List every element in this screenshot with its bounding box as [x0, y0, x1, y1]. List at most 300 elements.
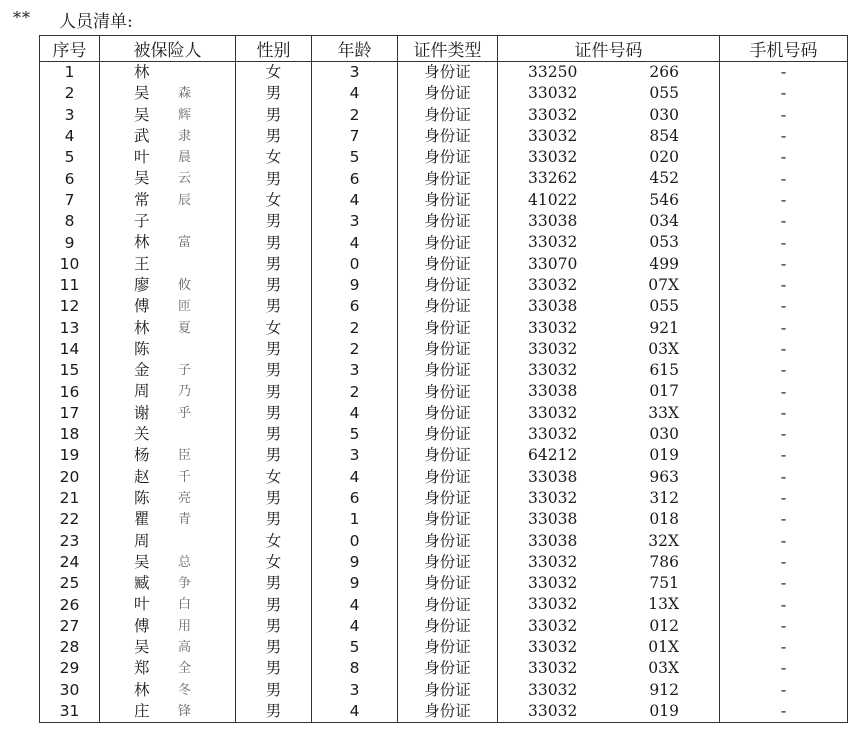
- phone-cell: -: [720, 616, 848, 637]
- row-no: 18: [40, 424, 100, 445]
- table-row: [40, 168, 848, 189]
- row-no: 13: [40, 318, 100, 339]
- insured-name-part: 庄: [134, 701, 150, 720]
- table-row: [40, 467, 848, 488]
- row-no: 2: [40, 83, 100, 104]
- gender-cell: 男: [236, 424, 312, 445]
- row-no: 11: [40, 275, 100, 296]
- insured-name-part: 周: [134, 382, 150, 401]
- id-number-cell: [498, 83, 720, 104]
- insured-name: [100, 488, 236, 509]
- id-number-cell: [498, 232, 720, 253]
- age-cell: 4: [312, 467, 398, 488]
- id-number-cell: [498, 190, 720, 211]
- id-number-suffix: 13X: [648, 595, 679, 614]
- insured-name-part-obscured: 子: [178, 363, 192, 379]
- row-no: 27: [40, 616, 100, 637]
- insured-name-part-obscured: 冬: [178, 682, 192, 698]
- id-number-suffix: 07X: [648, 275, 679, 294]
- id-type-cell: 身份证: [398, 254, 498, 275]
- insured-name: [100, 168, 236, 189]
- insured-name-part: 林: [134, 318, 150, 337]
- insured-name-part: 关: [134, 425, 150, 444]
- column-header-no: 序号: [40, 36, 100, 62]
- age-cell: 3: [312, 360, 398, 381]
- insured-name-part-obscured: 亮: [178, 490, 192, 506]
- gender-cell: 男: [236, 445, 312, 466]
- gender-cell: 女: [236, 552, 312, 573]
- table-body: [40, 62, 848, 723]
- id-number-cell: [498, 275, 720, 296]
- insured-name-part-obscured: 青: [178, 512, 192, 528]
- phone-cell: -: [720, 658, 848, 679]
- insured-name-part: 吴: [134, 105, 150, 124]
- row-no: 24: [40, 552, 100, 573]
- table-row: [40, 275, 848, 296]
- insured-name: [100, 318, 236, 339]
- id-number-prefix: 33032: [528, 595, 578, 614]
- column-header-id-number: 证件号码: [498, 36, 720, 62]
- table-row: [40, 232, 848, 253]
- phone-cell: -: [720, 83, 848, 104]
- id-type-cell: 身份证: [398, 62, 498, 84]
- id-number-suffix: 33X: [648, 403, 679, 422]
- id-type-cell: 身份证: [398, 531, 498, 552]
- age-cell: 9: [312, 275, 398, 296]
- id-type-cell: 身份证: [398, 637, 498, 658]
- id-type-cell: 身份证: [398, 168, 498, 189]
- id-type-cell: 身份证: [398, 318, 498, 339]
- insured-name: [100, 147, 236, 168]
- id-number-prefix: 33262: [528, 169, 578, 188]
- insured-name-part-obscured: 高: [178, 640, 192, 656]
- phone-cell: -: [720, 445, 848, 466]
- id-number-prefix: 41022: [528, 190, 578, 209]
- table-row: [40, 616, 848, 637]
- insured-name-part: 武: [134, 126, 150, 145]
- row-no: 1: [40, 62, 100, 84]
- insured-name-part-obscured: 乎: [178, 405, 192, 421]
- table-row: [40, 211, 848, 232]
- phone-cell: -: [720, 211, 848, 232]
- table-row: [40, 254, 848, 275]
- age-cell: 1: [312, 509, 398, 530]
- id-number-cell: [498, 573, 720, 594]
- id-type-cell: 身份证: [398, 424, 498, 445]
- phone-cell: -: [720, 573, 848, 594]
- id-type-cell: 身份证: [398, 616, 498, 637]
- id-number-suffix: 055: [649, 84, 679, 103]
- id-number-prefix: 33038: [528, 531, 578, 550]
- gender-cell: 男: [236, 211, 312, 232]
- gender-cell: 男: [236, 105, 312, 126]
- row-no: 23: [40, 531, 100, 552]
- id-type-cell: 身份证: [398, 488, 498, 509]
- insured-name-part-obscured: 辰: [178, 192, 192, 208]
- id-number-suffix: 03X: [648, 339, 679, 358]
- insured-name: [100, 509, 236, 530]
- row-no: 15: [40, 360, 100, 381]
- id-number-prefix: 33032: [528, 425, 578, 444]
- age-cell: 2: [312, 339, 398, 360]
- id-type-cell: 身份证: [398, 467, 498, 488]
- insured-name-part-obscured: 锋: [178, 703, 192, 719]
- insured-name-part-obscured: 晨: [178, 150, 192, 166]
- id-number-prefix: 33032: [528, 275, 578, 294]
- insured-name: [100, 211, 236, 232]
- id-number-cell: [498, 126, 720, 147]
- id-number-prefix: 33038: [528, 510, 578, 529]
- id-number-cell: [498, 594, 720, 615]
- id-number-cell: [498, 701, 720, 723]
- insured-name-part-obscured: 用: [178, 618, 192, 634]
- insured-name: [100, 62, 236, 84]
- id-type-cell: 身份证: [398, 552, 498, 573]
- table-row: [40, 594, 848, 615]
- id-number-suffix: 034: [649, 212, 679, 231]
- id-number-cell: [498, 211, 720, 232]
- insured-name-part: 臧: [134, 574, 150, 593]
- id-type-cell: 身份证: [398, 701, 498, 723]
- id-type-cell: 身份证: [398, 147, 498, 168]
- id-type-cell: 身份证: [398, 105, 498, 126]
- gender-cell: 女: [236, 62, 312, 84]
- column-header-id-type: 证件类型: [398, 36, 498, 62]
- id-type-cell: 身份证: [398, 360, 498, 381]
- age-cell: 6: [312, 296, 398, 317]
- insured-name-part: 陈: [134, 488, 150, 507]
- table-row: [40, 360, 848, 381]
- id-type-cell: 身份证: [398, 190, 498, 211]
- insured-name-part: 吴: [134, 84, 150, 103]
- insured-name-part: 郑: [134, 659, 150, 678]
- table-row: [40, 445, 848, 466]
- row-no: 8: [40, 211, 100, 232]
- id-number-suffix: 01X: [648, 638, 679, 657]
- table-header-row: [40, 36, 848, 62]
- age-cell: 6: [312, 488, 398, 509]
- insured-name-part-obscured: 全: [178, 661, 192, 677]
- id-number-suffix: 786: [649, 552, 679, 571]
- table-row: [40, 658, 848, 679]
- id-number-prefix: 64212: [528, 446, 578, 465]
- id-type-cell: 身份证: [398, 126, 498, 147]
- insured-name: [100, 83, 236, 104]
- table-row: [40, 83, 848, 104]
- column-header-insured: 被保险人: [100, 36, 236, 62]
- insured-name: [100, 701, 236, 723]
- gender-cell: 男: [236, 296, 312, 317]
- age-cell: 3: [312, 680, 398, 701]
- row-no: 30: [40, 680, 100, 701]
- id-number-prefix: 33032: [528, 339, 578, 358]
- insured-name: [100, 573, 236, 594]
- id-number-cell: [498, 637, 720, 658]
- id-number-cell: [498, 105, 720, 126]
- age-cell: 3: [312, 62, 398, 84]
- insured-name: [100, 467, 236, 488]
- phone-cell: -: [720, 424, 848, 445]
- id-number-suffix: 452: [649, 169, 679, 188]
- phone-cell: -: [720, 637, 848, 658]
- gender-cell: 男: [236, 573, 312, 594]
- gender-cell: 男: [236, 637, 312, 658]
- gender-cell: 男: [236, 594, 312, 615]
- table-row: [40, 552, 848, 573]
- phone-cell: -: [720, 190, 848, 211]
- insured-name-part: 王: [134, 254, 150, 273]
- id-type-cell: 身份证: [398, 445, 498, 466]
- insured-name: [100, 381, 236, 402]
- insured-name-part: 杨: [134, 446, 150, 465]
- id-number-suffix: 32X: [648, 531, 679, 550]
- gender-cell: 男: [236, 403, 312, 424]
- gender-cell: 男: [236, 168, 312, 189]
- id-number-prefix: 33250: [528, 63, 578, 81]
- age-cell: 6: [312, 168, 398, 189]
- table-row: [40, 509, 848, 530]
- id-number-cell: [498, 488, 720, 509]
- id-number-cell: [498, 168, 720, 189]
- id-number-suffix: 921: [649, 318, 679, 337]
- insured-name-part-obscured: 匝: [178, 299, 192, 315]
- insured-name-part-obscured: 臣: [178, 448, 192, 464]
- table-row: [40, 573, 848, 594]
- gender-cell: 女: [236, 190, 312, 211]
- phone-cell: -: [720, 680, 848, 701]
- insured-name-part-obscured: 千: [178, 469, 192, 485]
- table-row: [40, 105, 848, 126]
- gender-cell: 女: [236, 147, 312, 168]
- insured-name-part-obscured: 隶: [178, 128, 192, 144]
- id-number-suffix: 020: [649, 148, 679, 167]
- id-number-cell: [498, 680, 720, 701]
- age-cell: 3: [312, 445, 398, 466]
- insured-name: [100, 126, 236, 147]
- id-number-cell: [498, 296, 720, 317]
- table-row: [40, 126, 848, 147]
- age-cell: 2: [312, 318, 398, 339]
- row-no: 14: [40, 339, 100, 360]
- id-number-cell: [498, 339, 720, 360]
- id-number-suffix: 963: [649, 467, 679, 486]
- insured-name-part-obscured: 攸: [178, 277, 192, 293]
- gender-cell: 男: [236, 509, 312, 530]
- id-number-cell: [498, 509, 720, 530]
- row-no: 16: [40, 381, 100, 402]
- insured-name-part-obscured: 辉: [178, 107, 192, 123]
- id-number-suffix: 018: [649, 510, 679, 529]
- insured-name: [100, 296, 236, 317]
- id-number-cell: [498, 381, 720, 402]
- id-number-suffix: 312: [649, 488, 679, 507]
- id-number-cell: [498, 552, 720, 573]
- id-number-prefix: 33032: [528, 403, 578, 422]
- id-number-cell: [498, 62, 720, 84]
- age-cell: 8: [312, 658, 398, 679]
- insured-name-part: 廖: [134, 275, 150, 294]
- id-type-cell: 身份证: [398, 296, 498, 317]
- id-number-suffix: 055: [649, 297, 679, 316]
- row-no: 31: [40, 701, 100, 723]
- column-header-phone: 手机号码: [720, 36, 848, 62]
- id-number-prefix: 33032: [528, 638, 578, 657]
- column-header-gender: 性别: [236, 36, 312, 62]
- phone-cell: -: [720, 147, 848, 168]
- id-number-cell: [498, 254, 720, 275]
- insured-name: [100, 424, 236, 445]
- insured-name-part: 傅: [134, 297, 150, 316]
- insured-name-part: 吴: [134, 638, 150, 657]
- table-row: [40, 680, 848, 701]
- table-row: [40, 381, 848, 402]
- insured-name-part: 常: [134, 190, 150, 209]
- insured-name: [100, 254, 236, 275]
- id-type-cell: 身份证: [398, 658, 498, 679]
- gender-cell: 男: [236, 701, 312, 723]
- phone-cell: -: [720, 339, 848, 360]
- id-number-prefix: 33032: [528, 659, 578, 678]
- phone-cell: -: [720, 701, 848, 723]
- row-no: 26: [40, 594, 100, 615]
- row-no: 22: [40, 509, 100, 530]
- insured-name-part: 叶: [134, 595, 150, 614]
- insured-name-part-obscured: 白: [178, 597, 192, 613]
- id-number-suffix: 751: [649, 574, 679, 593]
- gender-cell: 男: [236, 83, 312, 104]
- age-cell: 5: [312, 424, 398, 445]
- gender-cell: 男: [236, 126, 312, 147]
- phone-cell: -: [720, 467, 848, 488]
- gender-cell: 男: [236, 360, 312, 381]
- age-cell: 9: [312, 552, 398, 573]
- row-no: 4: [40, 126, 100, 147]
- page-title: 人员清单:: [59, 12, 133, 32]
- phone-cell: -: [720, 296, 848, 317]
- id-number-cell: [498, 531, 720, 552]
- id-number-suffix: 615: [649, 361, 679, 380]
- age-cell: 3: [312, 211, 398, 232]
- insured-name-part-obscured: 富: [178, 235, 192, 251]
- insured-name-part: 吴: [134, 169, 150, 188]
- insured-name-part: 叶: [134, 148, 150, 167]
- insured-name-part: 赵: [134, 467, 150, 486]
- insured-name-part: 周: [134, 531, 150, 550]
- id-number-prefix: 33032: [528, 701, 578, 720]
- id-number-prefix: 33038: [528, 467, 578, 486]
- gender-cell: 男: [236, 658, 312, 679]
- id-number-suffix: 03X: [648, 659, 679, 678]
- insured-name-part-obscured: 夏: [178, 320, 192, 336]
- gender-cell: 女: [236, 531, 312, 552]
- age-cell: 4: [312, 594, 398, 615]
- table-row: [40, 296, 848, 317]
- id-number-prefix: 33038: [528, 297, 578, 316]
- gender-cell: 男: [236, 232, 312, 253]
- insured-name: [100, 232, 236, 253]
- row-no: 7: [40, 190, 100, 211]
- age-cell: 2: [312, 381, 398, 402]
- id-number-prefix: 33038: [528, 212, 578, 231]
- row-no: 25: [40, 573, 100, 594]
- row-no: 20: [40, 467, 100, 488]
- age-cell: 4: [312, 701, 398, 723]
- row-no: 5: [40, 147, 100, 168]
- phone-cell: -: [720, 318, 848, 339]
- insured-name-part-obscured: 争: [178, 576, 192, 592]
- id-number-suffix: 017: [649, 382, 679, 401]
- gender-cell: 男: [236, 488, 312, 509]
- table-row: [40, 318, 848, 339]
- gender-cell: 女: [236, 467, 312, 488]
- age-cell: 2: [312, 105, 398, 126]
- id-number-suffix: 030: [649, 425, 679, 444]
- id-type-cell: 身份证: [398, 83, 498, 104]
- table-row: [40, 403, 848, 424]
- id-type-cell: 身份证: [398, 573, 498, 594]
- insured-name-part-obscured: 乃: [178, 384, 192, 400]
- id-number-cell: [498, 318, 720, 339]
- insured-name-part: 瞿: [134, 510, 150, 529]
- id-type-cell: 身份证: [398, 680, 498, 701]
- insured-name: [100, 658, 236, 679]
- id-number-suffix: 546: [649, 190, 679, 209]
- insured-name-part: 林: [134, 233, 150, 252]
- insured-name-part-obscured: 总: [178, 554, 192, 570]
- id-number-prefix: 33032: [528, 574, 578, 593]
- id-number-prefix: 33032: [528, 84, 578, 103]
- table-row: [40, 62, 848, 84]
- insured-name: [100, 445, 236, 466]
- id-number-suffix: 266: [649, 63, 679, 81]
- phone-cell: -: [720, 254, 848, 275]
- age-cell: 7: [312, 126, 398, 147]
- insured-name-part: 谢: [134, 403, 150, 422]
- id-type-cell: 身份证: [398, 381, 498, 402]
- phone-cell: -: [720, 594, 848, 615]
- phone-cell: -: [720, 275, 848, 296]
- insured-name-part-obscured: 云: [178, 171, 192, 187]
- id-number-suffix: 030: [649, 105, 679, 124]
- id-number-suffix: 019: [649, 701, 679, 720]
- row-no: 3: [40, 105, 100, 126]
- row-no: 21: [40, 488, 100, 509]
- header-stars: **: [13, 8, 31, 27]
- id-type-cell: 身份证: [398, 594, 498, 615]
- row-no: 12: [40, 296, 100, 317]
- id-type-cell: 身份证: [398, 403, 498, 424]
- row-no: 10: [40, 254, 100, 275]
- id-number-prefix: 33070: [528, 254, 578, 273]
- row-no: 28: [40, 637, 100, 658]
- id-number-cell: [498, 147, 720, 168]
- row-no: 17: [40, 403, 100, 424]
- id-number-prefix: 33032: [528, 680, 578, 699]
- age-cell: 4: [312, 83, 398, 104]
- insured-name-part: 吴: [134, 552, 150, 571]
- id-number-cell: [498, 445, 720, 466]
- id-number-cell: [498, 658, 720, 679]
- insured-name-part: 子: [134, 212, 150, 231]
- insured-name-part-obscured: 森: [178, 86, 192, 102]
- insured-name-part: 傅: [134, 616, 150, 635]
- id-type-cell: 身份证: [398, 211, 498, 232]
- table-row: [40, 531, 848, 552]
- insured-name: [100, 339, 236, 360]
- insured-name-part: 林: [134, 680, 150, 699]
- insured-name: [100, 531, 236, 552]
- id-number-prefix: 33032: [528, 233, 578, 252]
